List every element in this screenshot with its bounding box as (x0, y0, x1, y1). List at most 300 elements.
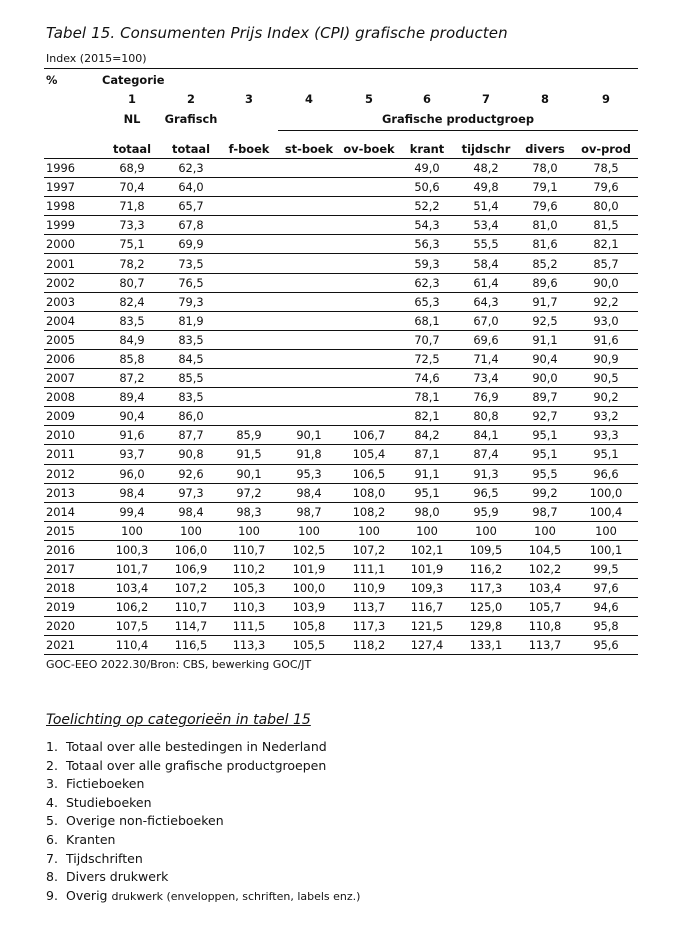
value-cell: 76,9 (456, 388, 516, 407)
value-cell: 99,4 (102, 502, 162, 521)
explanation-title: Toelichting op categorieën in tabel 15 (46, 712, 311, 728)
value-cell: 91,3 (456, 464, 516, 483)
year-cell: 2015 (44, 521, 102, 540)
column-header-3: f-boek (220, 131, 278, 159)
year-cell: 1997 (44, 178, 102, 197)
explanation-item-number: 4. (46, 794, 58, 810)
value-cell: 106,2 (102, 598, 162, 617)
value-cell: 95,6 (574, 636, 638, 655)
value-cell: 79,1 (516, 178, 574, 197)
value-cell: 110,9 (340, 579, 398, 598)
value-cell (220, 159, 278, 178)
value-cell: 92,2 (574, 292, 638, 311)
explanation-item-text: Divers drukwerk (66, 869, 169, 885)
value-cell: 93,2 (574, 407, 638, 426)
value-cell: 89,6 (516, 273, 574, 292)
category-number-7: 7 (482, 91, 490, 106)
value-cell: 82,4 (102, 292, 162, 311)
value-cell (340, 369, 398, 388)
value-cell: 98,4 (162, 502, 220, 521)
table-row (44, 235, 638, 254)
value-cell: 72,5 (398, 349, 456, 368)
value-cell: 79,3 (162, 292, 220, 311)
value-cell: 91,8 (278, 445, 340, 464)
value-cell: 59,3 (398, 254, 456, 273)
nl-header: NL (123, 112, 141, 127)
year-cell: 2013 (44, 483, 102, 502)
value-cell: 100 (516, 521, 574, 540)
value-cell: 105,3 (220, 579, 278, 598)
value-cell: 95,1 (516, 445, 574, 464)
column-header-7: tijdschr (456, 131, 516, 159)
year-cell: 1998 (44, 197, 102, 216)
value-cell: 74,6 (398, 369, 456, 388)
explanation-item-number: 6. (46, 831, 58, 847)
value-cell: 95,3 (278, 464, 340, 483)
value-cell: 81,5 (574, 216, 638, 235)
value-cell: 92,7 (516, 407, 574, 426)
value-cell: 96,6 (574, 464, 638, 483)
value-cell: 110,7 (162, 598, 220, 617)
value-cell: 96,5 (456, 483, 516, 502)
value-cell (340, 349, 398, 368)
table-row (44, 483, 638, 502)
value-cell (220, 254, 278, 273)
table-row (44, 388, 638, 407)
value-cell: 110,8 (516, 617, 574, 636)
explanation-item (46, 868, 360, 887)
value-cell: 68,1 (398, 311, 456, 330)
year-cell: 2008 (44, 388, 102, 407)
table-row (44, 216, 638, 235)
grafisch-header: Grafisch (164, 112, 218, 127)
value-cell: 90,8 (162, 445, 220, 464)
value-cell: 113,7 (340, 598, 398, 617)
value-cell: 83,5 (162, 388, 220, 407)
year-cell: 2014 (44, 502, 102, 521)
value-cell: 90,4 (102, 407, 162, 426)
value-cell: 95,5 (516, 464, 574, 483)
value-cell: 94,6 (574, 598, 638, 617)
table-row (44, 579, 638, 598)
value-cell: 95,1 (516, 426, 574, 445)
value-cell: 89,7 (516, 388, 574, 407)
table-row (44, 464, 638, 483)
value-cell: 101,7 (102, 559, 162, 578)
category-number-1: 1 (128, 91, 136, 106)
value-cell: 92,6 (162, 464, 220, 483)
value-cell (278, 273, 340, 292)
value-cell: 106,9 (162, 559, 220, 578)
value-cell: 93,7 (102, 445, 162, 464)
value-cell: 100 (574, 521, 638, 540)
value-cell: 100 (340, 521, 398, 540)
value-cell: 67,8 (162, 216, 220, 235)
year-cell: 1996 (44, 159, 102, 178)
explanation-item (46, 738, 360, 757)
value-cell: 71,8 (102, 197, 162, 216)
category-number-2: 2 (187, 91, 195, 106)
value-cell: 85,8 (102, 349, 162, 368)
value-cell: 107,2 (162, 579, 220, 598)
value-cell: 73,3 (102, 216, 162, 235)
year-cell: 2007 (44, 369, 102, 388)
table-row (44, 311, 638, 330)
year-cell: 2011 (44, 445, 102, 464)
year-cell: 2002 (44, 273, 102, 292)
value-cell: 114,7 (162, 617, 220, 636)
value-cell (278, 311, 340, 330)
value-cell: 91,1 (398, 464, 456, 483)
value-cell (220, 235, 278, 254)
value-cell: 65,7 (162, 197, 220, 216)
value-cell (340, 178, 398, 197)
value-cell: 56,3 (398, 235, 456, 254)
value-cell: 79,6 (516, 197, 574, 216)
value-cell: 81,0 (516, 216, 574, 235)
value-cell: 100,0 (278, 579, 340, 598)
table-row (44, 502, 638, 521)
value-cell (278, 388, 340, 407)
value-cell: 48,2 (456, 159, 516, 178)
value-cell: 107,2 (340, 540, 398, 559)
column-header-6: krant (398, 131, 456, 159)
value-cell: 50,6 (398, 178, 456, 197)
value-cell: 69,9 (162, 235, 220, 254)
value-cell: 84,5 (162, 349, 220, 368)
explanation-item-text: Totaal over alle grafische productgroepen (66, 757, 327, 773)
year-cell: 2010 (44, 426, 102, 445)
value-cell: 90,2 (574, 388, 638, 407)
value-cell: 110,4 (102, 636, 162, 655)
category-number-8: 8 (541, 91, 549, 106)
value-cell: 100 (456, 521, 516, 540)
value-cell: 83,5 (102, 311, 162, 330)
table-row (44, 445, 638, 464)
value-cell: 129,8 (456, 617, 516, 636)
value-cell: 90,4 (516, 349, 574, 368)
table-row (44, 636, 638, 655)
value-cell (220, 292, 278, 311)
value-cell (340, 311, 398, 330)
value-cell: 108,2 (340, 502, 398, 521)
value-cell: 80,7 (102, 273, 162, 292)
value-cell: 104,5 (516, 540, 574, 559)
value-cell: 65,3 (398, 292, 456, 311)
value-cell: 111,1 (340, 559, 398, 578)
column-header-9: ov-prod (574, 131, 638, 159)
table-row (44, 178, 638, 197)
productgroep-header: Grafische productgroep (278, 108, 638, 131)
cpi-table (44, 70, 638, 655)
explanation-item-number: 2. (46, 757, 58, 773)
value-cell: 80,0 (574, 197, 638, 216)
value-cell: 105,7 (516, 598, 574, 617)
value-cell: 49,0 (398, 159, 456, 178)
explanation-item (46, 775, 360, 794)
year-cell: 2005 (44, 330, 102, 349)
value-cell: 62,3 (398, 273, 456, 292)
value-cell (340, 273, 398, 292)
index-label: Index (2015=100) (46, 52, 147, 65)
year-cell: 2012 (44, 464, 102, 483)
value-cell (220, 330, 278, 349)
value-cell: 98,7 (516, 502, 574, 521)
value-cell (340, 254, 398, 273)
value-cell: 99,5 (574, 559, 638, 578)
value-cell: 90,5 (574, 369, 638, 388)
explanation-item (46, 757, 360, 776)
explanation-item-text: Overige non-fictieboeken (66, 813, 224, 829)
category-number-9: 9 (602, 91, 610, 106)
value-cell (278, 197, 340, 216)
value-cell (220, 369, 278, 388)
year-cell: 2016 (44, 540, 102, 559)
value-cell: 84,9 (102, 330, 162, 349)
value-cell: 90,9 (574, 349, 638, 368)
value-cell: 106,7 (340, 426, 398, 445)
value-cell: 95,1 (574, 445, 638, 464)
value-cell: 100 (220, 521, 278, 540)
table-row (44, 540, 638, 559)
value-cell: 121,5 (398, 617, 456, 636)
column-header-4: st-boek (278, 131, 340, 159)
explanation-item-number: 1. (46, 739, 58, 754)
value-cell: 105,4 (340, 445, 398, 464)
value-cell: 100 (102, 521, 162, 540)
value-cell: 113,3 (220, 636, 278, 655)
value-cell: 110,2 (220, 559, 278, 578)
value-cell: 54,3 (398, 216, 456, 235)
explanation-item-number: 7. (46, 850, 58, 866)
value-cell: 84,1 (456, 426, 516, 445)
value-cell: 110,3 (220, 598, 278, 617)
value-cell (220, 388, 278, 407)
table-row (44, 292, 638, 311)
category-number-3: 3 (245, 91, 253, 106)
year-cell: 2001 (44, 254, 102, 273)
value-cell (278, 178, 340, 197)
value-cell: 73,4 (456, 369, 516, 388)
source-note: GOC-EEO 2022.30/Bron: CBS, bewerking GOC/JT (46, 658, 312, 671)
year-cell: 2021 (44, 636, 102, 655)
value-cell: 76,5 (162, 273, 220, 292)
table-row (44, 521, 638, 540)
table-row (44, 407, 638, 426)
value-cell: 89,4 (102, 388, 162, 407)
value-cell: 98,7 (278, 502, 340, 521)
value-cell: 78,1 (398, 388, 456, 407)
value-cell: 91,1 (516, 330, 574, 349)
value-cell: 102,1 (398, 540, 456, 559)
value-cell: 95,9 (456, 502, 516, 521)
value-cell: 87,2 (102, 369, 162, 388)
year-cell: 2003 (44, 292, 102, 311)
value-cell: 95,8 (574, 617, 638, 636)
value-cell: 105,5 (278, 636, 340, 655)
value-cell: 95,1 (398, 483, 456, 502)
value-cell: 61,4 (456, 273, 516, 292)
value-cell: 84,2 (398, 426, 456, 445)
value-cell: 100 (398, 521, 456, 540)
value-cell: 103,4 (516, 579, 574, 598)
value-cell: 97,6 (574, 579, 638, 598)
category-number-5: 5 (365, 91, 373, 106)
value-cell (220, 216, 278, 235)
value-cell: 93,0 (574, 311, 638, 330)
value-cell: 91,5 (220, 445, 278, 464)
value-cell: 68,9 (102, 159, 162, 178)
top-rule (44, 68, 638, 69)
value-cell (278, 330, 340, 349)
value-cell: 117,3 (456, 579, 516, 598)
value-cell: 49,8 (456, 178, 516, 197)
value-cell: 102,2 (516, 559, 574, 578)
value-cell: 70,4 (102, 178, 162, 197)
explanation-item-number: 3. (46, 776, 58, 792)
value-cell: 85,9 (220, 426, 278, 445)
value-cell: 117,3 (340, 617, 398, 636)
value-cell: 82,1 (398, 407, 456, 426)
explanation-item (46, 812, 360, 831)
value-cell: 101,9 (398, 559, 456, 578)
value-cell: 64,0 (162, 178, 220, 197)
value-cell (340, 330, 398, 349)
value-cell: 125,0 (456, 598, 516, 617)
table-row (44, 330, 638, 349)
column-header-1: totaal (102, 131, 162, 159)
explanation-item-text: Studieboeken (66, 794, 152, 810)
value-cell: 98,4 (102, 483, 162, 502)
value-cell (220, 407, 278, 426)
value-cell: 108,0 (340, 483, 398, 502)
explanation-list (46, 738, 360, 905)
value-cell: 87,7 (162, 426, 220, 445)
value-cell: 105,8 (278, 617, 340, 636)
value-cell (340, 407, 398, 426)
year-cell: 2009 (44, 407, 102, 426)
explanation-item (46, 850, 360, 869)
table-row (44, 598, 638, 617)
value-cell: 102,5 (278, 540, 340, 559)
value-cell (220, 349, 278, 368)
explanation-item-text: Fictieboeken (66, 776, 145, 792)
percent-header: % (46, 72, 58, 87)
value-cell: 85,5 (162, 369, 220, 388)
value-cell: 100,3 (102, 540, 162, 559)
value-cell (278, 235, 340, 254)
value-cell (220, 197, 278, 216)
value-cell: 106,0 (162, 540, 220, 559)
value-cell: 90,0 (516, 369, 574, 388)
category-number-6: 6 (423, 91, 431, 106)
value-cell: 91,6 (102, 426, 162, 445)
value-cell: 101,9 (278, 559, 340, 578)
value-cell (278, 369, 340, 388)
value-cell: 116,2 (456, 559, 516, 578)
table-row (44, 273, 638, 292)
value-cell: 71,4 (456, 349, 516, 368)
value-cell: 87,4 (456, 445, 516, 464)
explanation-item (46, 831, 360, 850)
value-cell: 100,1 (574, 540, 638, 559)
table-row (44, 159, 638, 178)
explanation-item (46, 887, 360, 906)
column-header-5: ov-boek (340, 131, 398, 159)
value-cell: 116,5 (162, 636, 220, 655)
value-cell: 70,7 (398, 330, 456, 349)
value-cell (340, 197, 398, 216)
value-cell: 81,6 (516, 235, 574, 254)
value-cell: 90,1 (220, 464, 278, 483)
value-cell: 100 (278, 521, 340, 540)
table-row (44, 197, 638, 216)
year-cell: 2017 (44, 559, 102, 578)
year-cell: 2019 (44, 598, 102, 617)
year-cell: 2000 (44, 235, 102, 254)
explanation-item-number: 5. (46, 813, 58, 829)
year-cell: 2018 (44, 579, 102, 598)
value-cell (340, 235, 398, 254)
value-cell: 98,3 (220, 502, 278, 521)
table-row (44, 349, 638, 368)
year-cell: 2004 (44, 311, 102, 330)
value-cell: 116,7 (398, 598, 456, 617)
value-cell (340, 388, 398, 407)
value-cell: 93,3 (574, 426, 638, 445)
explanation-item-text: Tijdschriften (66, 850, 143, 866)
value-cell: 81,9 (162, 311, 220, 330)
value-cell (220, 178, 278, 197)
value-cell: 78,0 (516, 159, 574, 178)
value-cell: 64,3 (456, 292, 516, 311)
year-cell: 2020 (44, 617, 102, 636)
value-cell: 98,4 (278, 483, 340, 502)
value-cell: 87,1 (398, 445, 456, 464)
value-cell: 52,2 (398, 197, 456, 216)
explanation-item-number: 9. (46, 887, 58, 903)
value-cell: 78,2 (102, 254, 162, 273)
categorie-header: Categorie (102, 72, 165, 87)
value-cell: 99,2 (516, 483, 574, 502)
value-cell: 111,5 (220, 617, 278, 636)
value-cell: 97,2 (220, 483, 278, 502)
table-row (44, 369, 638, 388)
value-cell (278, 216, 340, 235)
value-cell: 127,4 (398, 636, 456, 655)
value-cell (278, 349, 340, 368)
value-cell: 78,5 (574, 159, 638, 178)
value-cell: 79,6 (574, 178, 638, 197)
value-cell (278, 159, 340, 178)
value-cell: 100 (162, 521, 220, 540)
value-cell (340, 159, 398, 178)
table-row (44, 254, 638, 273)
explanation-item-number: 8. (46, 869, 58, 885)
year-cell: 2006 (44, 349, 102, 368)
column-header-8: divers (516, 131, 574, 159)
table-row (44, 559, 638, 578)
column-header-2: totaal (162, 131, 220, 159)
value-cell: 85,2 (516, 254, 574, 273)
value-cell: 96,0 (102, 464, 162, 483)
value-cell: 51,4 (456, 197, 516, 216)
explanation-item (46, 794, 360, 813)
value-cell (278, 254, 340, 273)
value-cell: 100,4 (574, 502, 638, 521)
value-cell: 58,4 (456, 254, 516, 273)
value-cell: 97,3 (162, 483, 220, 502)
